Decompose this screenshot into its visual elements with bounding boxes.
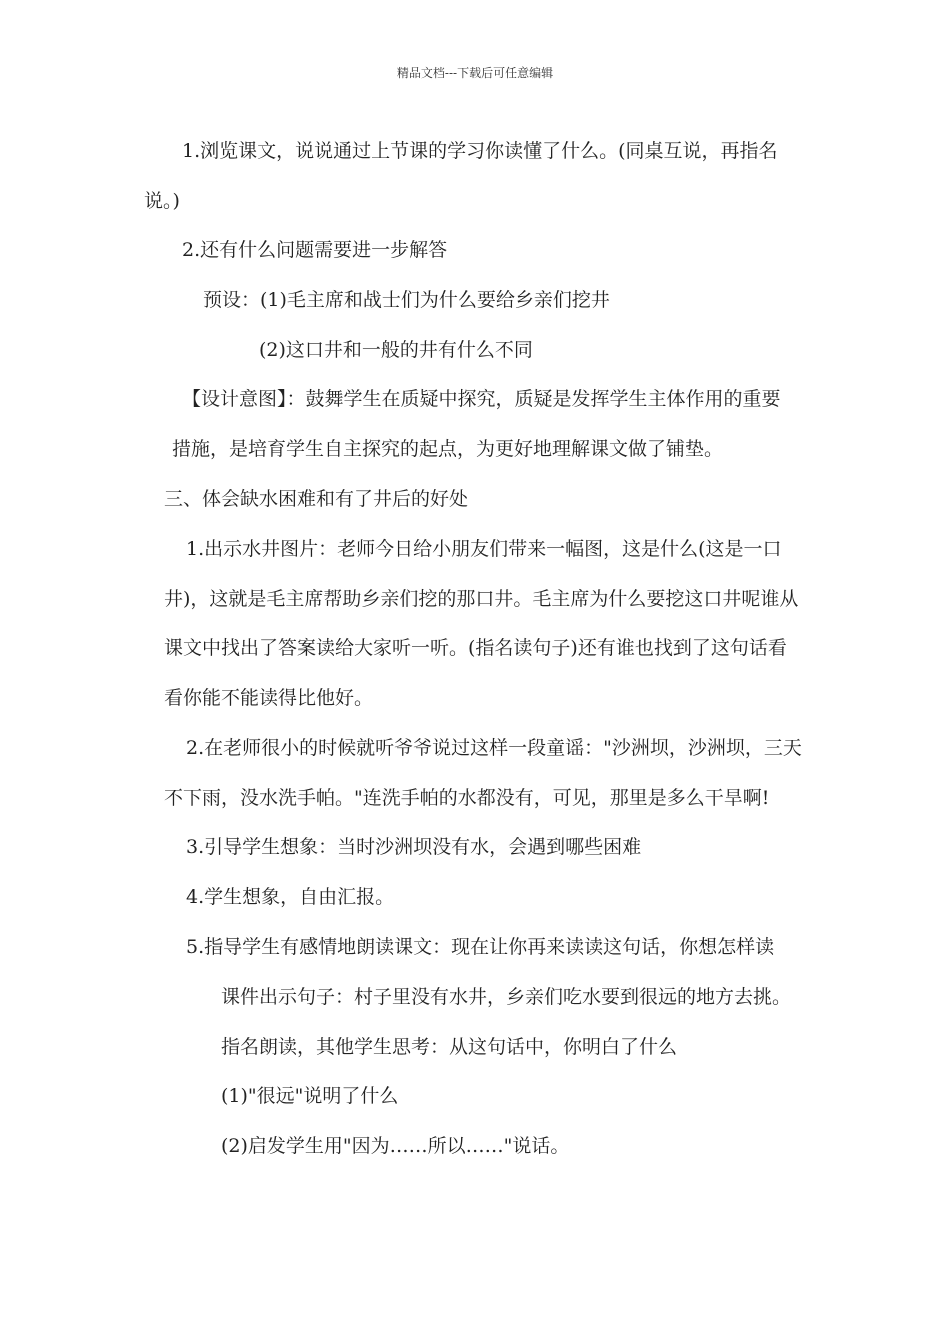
paragraph-line: 看你能不能读得比他好。 <box>164 687 374 709</box>
paragraph-line: 2.在老师很小的时候就听爷爷说过这样一段童谣："沙洲坝，沙洲坝，三天 <box>186 737 802 759</box>
paragraph-line: 1.浏览课文，说说通过上节课的学习你读懂了什么。(同桌互说，再指名 <box>182 140 778 162</box>
paragraph-line: (2)启发学生用"因为……所以……"说话。 <box>221 1135 570 1157</box>
paragraph-line: (2)这口井和一般的井有什么不同 <box>259 339 533 361</box>
paragraph-line: 5.指导学生有感情地朗读课文：现在让你再来读读这句话，你想怎样读 <box>186 936 775 958</box>
paragraph-line: 井)，这就是毛主席帮助乡亲们挖的那口井。毛主席为什么要挖这口井呢谁从 <box>164 588 799 610</box>
paragraph-line: 预设：(1)毛主席和战士们为什么要给乡亲们挖井 <box>203 289 610 311</box>
paragraph-line: 不下雨，没水洗手帕。"连洗手帕的水都没有，可见，那里是多么干旱啊! <box>164 787 770 809</box>
section-heading: 三、体会缺水困难和有了井后的好处 <box>164 488 469 510</box>
paragraph-line: 措施，是培育学生自主探究的起点，为更好地理解课文做了铺垫。 <box>172 438 724 460</box>
paragraph-line: 课文中找出了答案读给大家听一听。(指名读句子)还有谁也找到了这句话看 <box>164 637 787 659</box>
paragraph-line: 指名朗读，其他学生思考：从这句话中，你明白了什么 <box>221 1036 678 1058</box>
paragraph-line: (1)"很远"说明了什么 <box>221 1085 399 1107</box>
page-header: 精品文档---下载后可任意编辑 <box>396 66 554 80</box>
paragraph-line: 【设计意图】：鼓舞学生在质疑中探究，质疑是发挥学生主体作用的重要 <box>182 388 781 410</box>
paragraph-line: 课件出示句子：村子里没有水井，乡亲们吃水要到很远的地方去挑。 <box>221 986 792 1008</box>
paragraph-line: 说。) <box>144 190 180 212</box>
paragraph-line: 2.还有什么问题需要进一步解答 <box>182 239 448 261</box>
paragraph-line: 3.引导学生想象：当时沙洲坝没有水，会遇到哪些困难 <box>186 836 642 858</box>
paragraph-line: 4.学生想象，自由汇报。 <box>186 886 395 908</box>
paragraph-line: 1.出示水井图片：老师今日给小朋友们带来一幅图，这是什么(这是一口 <box>186 538 782 560</box>
